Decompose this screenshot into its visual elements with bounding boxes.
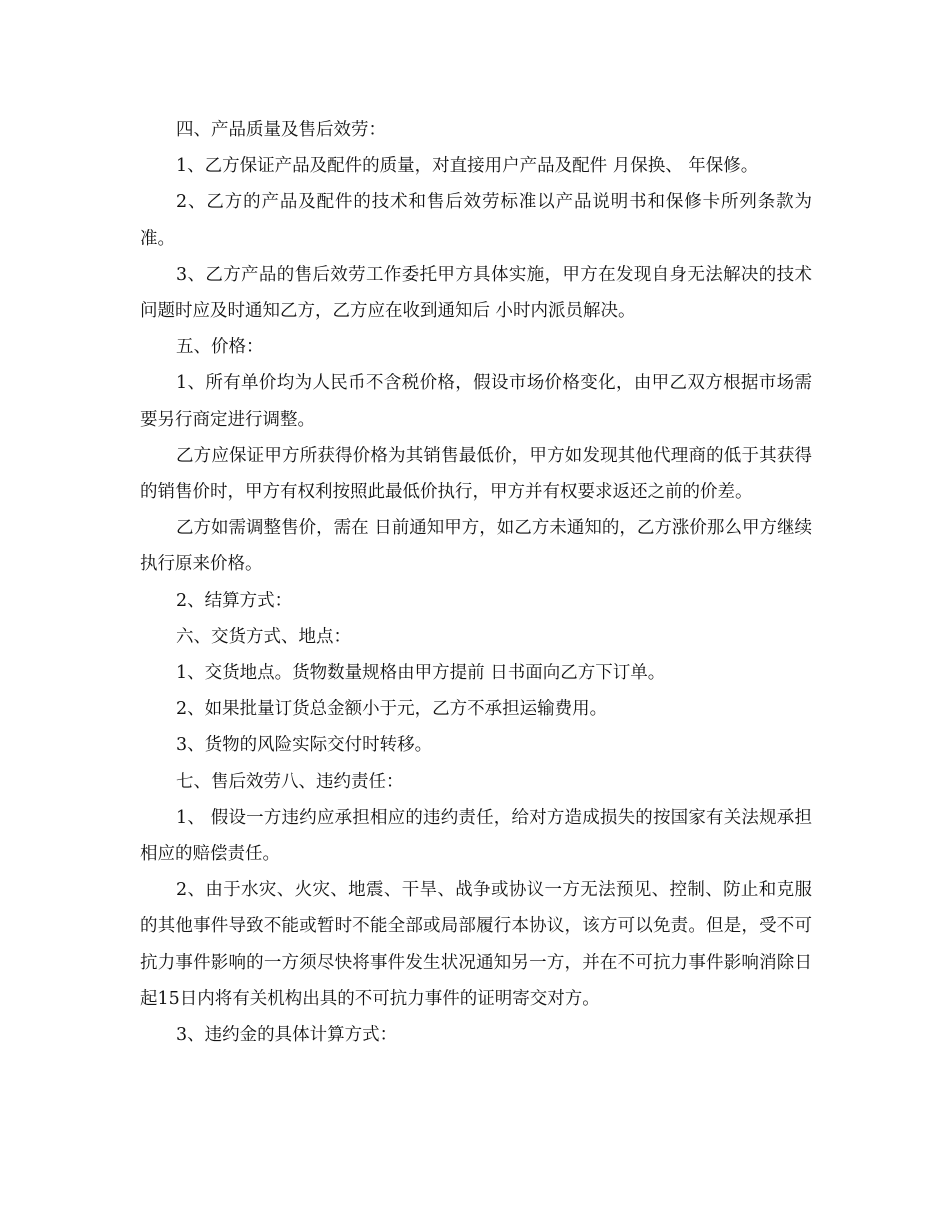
paragraph: 3、乙方产品的售后效劳工作委托甲方具体实施，甲方在发现自身无法解决的技术问题时应及时通知乙方，乙方应在收到通知后 小时内派员解决。: [140, 264, 812, 322]
paragraph: 乙方如需调整售价，需在 日前通知甲方，如乙方未通知的，乙方涨价那么甲方继续执行原来价格。: [140, 518, 812, 575]
section-heading-delivery: 六、交货方式、地点：: [176, 626, 351, 647]
section-heading-price: 五、价格：: [176, 337, 264, 358]
paragraph: 1、乙方保证产品及配件的质量，对直接用户产品及配件 月保换、 年保修。: [176, 156, 759, 177]
paragraph: 1、交货地点。货物数量规格由甲方提前 日书面向乙方下订单。: [176, 663, 666, 684]
paragraph: 3、违约金的具体计算方式：: [176, 1025, 398, 1046]
paragraph: 2、如果批量订货总金额小于元，乙方不承担运输费用。: [176, 699, 608, 720]
paragraph: 乙方应保证甲方所获得价格为其销售最低价，甲方如发现其他代理商的低于其获得的销售价时，甲方有权利按照此最低价执行，甲方并有权要求返还之前的价差。: [140, 445, 812, 503]
paragraph: 1、 假设一方违约应承担相应的违约责任，给对方造成损失的按国家有关法规承担相应的赔偿责任。: [140, 807, 812, 865]
paragraph: 1、所有单价均为人民币不含税价格，假设市场价格变化，由甲乙双方根据市场需要另行商定进行调整。: [140, 373, 812, 430]
section-heading-quality: 四、产品质量及售后效劳：: [176, 120, 386, 140]
document-body: [140, 112, 812, 1053]
paragraph: 2、乙方的产品及配件的技术和售后效劳标准以产品说明书和保修卡所列条款为准。: [140, 192, 812, 249]
paragraph: 2、结算方式：: [176, 590, 293, 611]
section-heading-liability: 七、售后效劳八、违约责任：: [176, 771, 404, 792]
paragraph: 3、货物的风险实际交付时转移。: [176, 735, 433, 756]
paragraph: 2、由于水灾、火灾、地震、干旱、战争或协议一方无法预见、控制、防止和克服的其他事件导致不能或暂时不能全部或局部履行本协议，该方可以免责。但是，受不可抗力事件影响的一方须尽快将事件发生状况通知另一方，并在不可抗力事件影响消除日起15日内将有关机构出具的不可抗力事件的证明寄交对方。: [140, 880, 812, 1009]
